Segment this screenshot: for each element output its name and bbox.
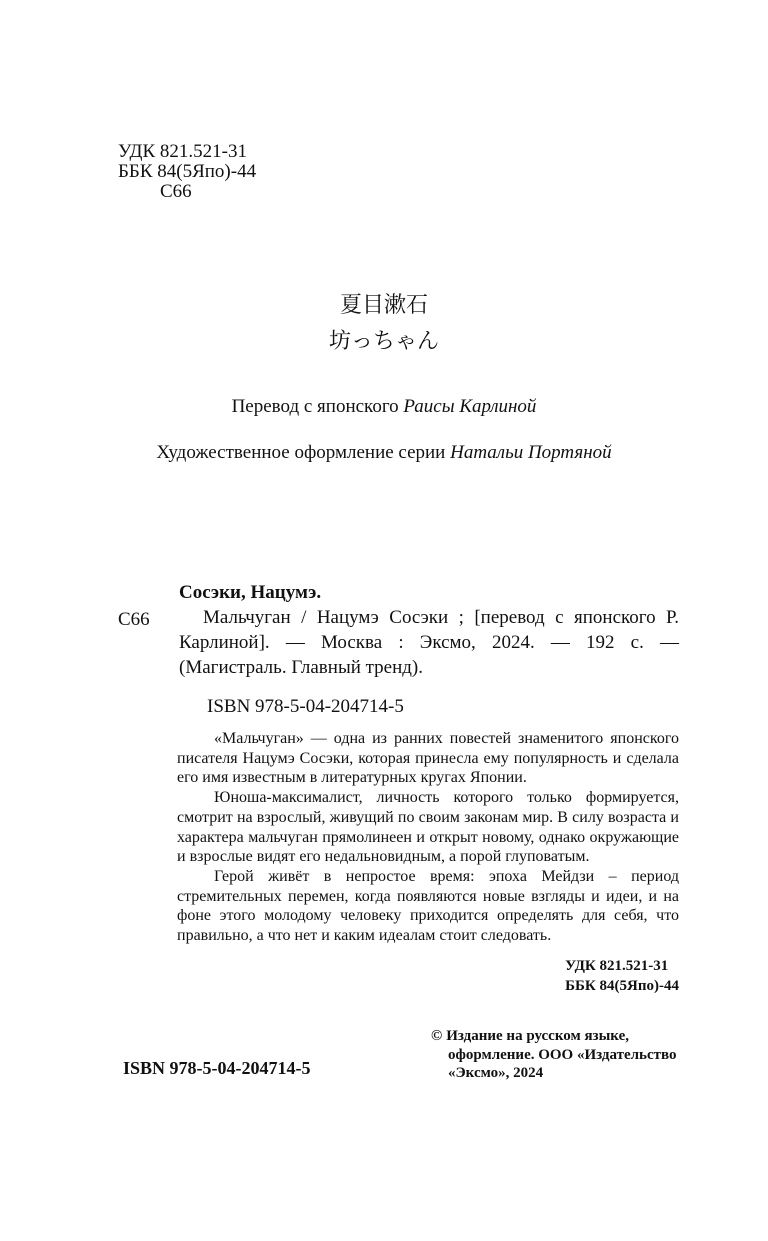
- copyright-line-1: Издание на русском языке,: [446, 1028, 629, 1044]
- annotation-paragraph: Юноша-максималист, личность которого только формируется, смотрит на взрослый, живущий по своим законам мир. В силу возраста и характера мальчуган прямолинеен и открыт новому, однако окружающие и взрослые видят его недальновидным, а порой глуповатым.: [177, 789, 679, 866]
- japanese-author: 夏目漱石: [339, 293, 428, 318]
- footer-udk: УДК 821.521-31: [565, 958, 669, 974]
- annotation: [177, 729, 679, 946]
- designer-name: Натальи Портяной: [450, 442, 612, 463]
- translation-prefix: Перевод с японского: [231, 396, 404, 417]
- udk-code: УДК 821.521-31: [118, 141, 247, 162]
- isbn-bottom: ISBN 978-5-04-204714-5: [123, 1058, 311, 1078]
- copyright-icon: ©: [431, 1028, 443, 1044]
- bib-isbn: ISBN 978-5-04-204714-5: [207, 696, 404, 717]
- annotation-paragraph: Герой живёт в непростое время: эпоха Мейдзи – период стремительных перемен, когда появляются новые взгляды и идеи, и на фоне этого молодому человеку приходится определять для себя, что правильно, а что нет и каким идеалам стоит следовать.: [177, 867, 679, 945]
- copyright-notice: [431, 1027, 677, 1083]
- japanese-title: 坊っちゃん: [328, 329, 439, 354]
- author-mark: С66: [160, 181, 192, 202]
- bib-code: С66: [118, 609, 150, 630]
- bib-author: Сосэки, Нацумэ.: [179, 582, 322, 603]
- footer-codes: [565, 957, 679, 996]
- design-credit: [0, 442, 768, 464]
- translator-name: Раисы Карлиной: [403, 396, 537, 417]
- annotation-paragraph: «Мальчуган» — одна из ранних повестей знаменитого японского писателя Нацумэ Сосэки, которая принесла ему популярность и сделала его имя известным в литературных кругах Японии.: [177, 730, 679, 787]
- copyright-line-2: оформление. ООО «Издательство: [448, 1046, 677, 1063]
- translation-credit: [0, 396, 768, 418]
- copyright-line-3: «Эксмо», 2024: [448, 1065, 544, 1081]
- footer-bbk: ББК 84(5Япо)-44: [565, 977, 679, 994]
- bib-description: Мальчуган / Нацумэ Сосэки ; [перевод с японского Р. Карлиной]. — Москва : Эксмо, 2024. — 192 с. — (Магистраль. Главный тренд).: [179, 607, 679, 678]
- design-prefix: Художественное оформление серии: [156, 442, 451, 463]
- bbk-code: ББК 84(5Япо)-44: [118, 161, 257, 182]
